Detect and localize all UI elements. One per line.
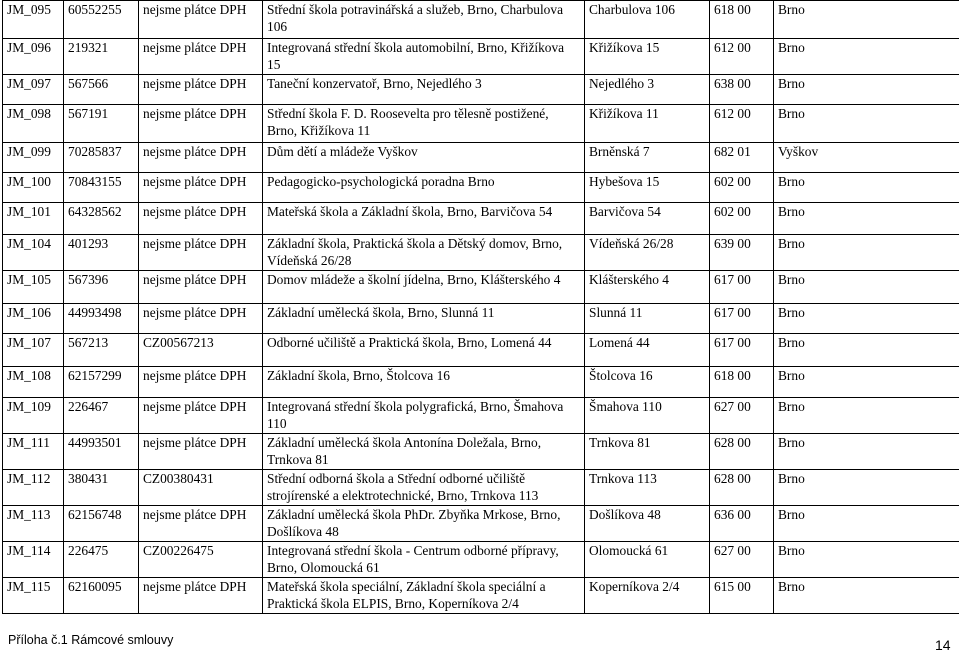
row-vat-status: nejsme plátce DPH bbox=[139, 367, 263, 398]
row-city: Vyškov bbox=[774, 143, 959, 173]
row-school-name: Základní umělecká škola Antonína Doležala, Brno, Trnkova 81 bbox=[263, 434, 585, 470]
table-row bbox=[3, 304, 959, 334]
row-school-name: Domov mládeže a školní jídelna, Brno, Klášterského 4 bbox=[263, 271, 585, 304]
row-vat-status: nejsme plátce DPH bbox=[139, 271, 263, 304]
row-street: Nejedlého 3 bbox=[585, 75, 710, 105]
row-ico: 226467 bbox=[64, 398, 139, 434]
row-city: Brno bbox=[774, 304, 959, 334]
row-school-name: Mateřská škola a Základní škola, Brno, Barvičova 54 bbox=[263, 203, 585, 235]
school-register-table bbox=[2, 0, 959, 614]
row-city: Brno bbox=[774, 398, 959, 434]
row-street: Slunná 11 bbox=[585, 304, 710, 334]
row-school-name: Střední škola potravinářská a služeb, Brno, Charbulova 106 bbox=[263, 1, 585, 39]
row-street: Šmahova 110 bbox=[585, 398, 710, 434]
table-row bbox=[3, 143, 959, 173]
row-postal-code: 615 00 bbox=[710, 578, 774, 614]
row-code: JM_099 bbox=[3, 143, 64, 173]
row-code: JM_112 bbox=[3, 470, 64, 506]
row-postal-code: 617 00 bbox=[710, 271, 774, 304]
row-postal-code: 602 00 bbox=[710, 173, 774, 203]
row-code: JM_107 bbox=[3, 334, 64, 367]
row-city: Brno bbox=[774, 39, 959, 75]
row-school-name: Základní umělecká škola, Brno, Slunná 11 bbox=[263, 304, 585, 334]
row-vat-status: CZ00226475 bbox=[139, 542, 263, 578]
row-postal-code: 638 00 bbox=[710, 75, 774, 105]
row-city: Brno bbox=[774, 334, 959, 367]
row-street: Brněnská 7 bbox=[585, 143, 710, 173]
row-street: Trnkova 81 bbox=[585, 434, 710, 470]
row-street: Olomoucká 61 bbox=[585, 542, 710, 578]
row-code: JM_100 bbox=[3, 173, 64, 203]
row-postal-code: 628 00 bbox=[710, 470, 774, 506]
table-row bbox=[3, 542, 959, 578]
row-street: Trnkova 113 bbox=[585, 470, 710, 506]
row-school-name: Základní škola, Praktická škola a Dětský domov, Brno, Vídeňská 26/28 bbox=[263, 235, 585, 271]
row-ico: 567566 bbox=[64, 75, 139, 105]
row-city: Brno bbox=[774, 173, 959, 203]
row-postal-code: 636 00 bbox=[710, 506, 774, 542]
table-row bbox=[3, 203, 959, 235]
row-ico: 567191 bbox=[64, 105, 139, 143]
row-code: JM_104 bbox=[3, 235, 64, 271]
table-row bbox=[3, 470, 959, 506]
row-school-name: Integrovaná střední škola polygrafická, Brno, Šmahova 110 bbox=[263, 398, 585, 434]
row-vat-status: nejsme plátce DPH bbox=[139, 203, 263, 235]
row-street: Křižíkova 15 bbox=[585, 39, 710, 75]
row-code: JM_114 bbox=[3, 542, 64, 578]
row-code: JM_105 bbox=[3, 271, 64, 304]
row-vat-status: CZ00380431 bbox=[139, 470, 263, 506]
row-code: JM_097 bbox=[3, 75, 64, 105]
row-postal-code: 627 00 bbox=[710, 542, 774, 578]
row-ico: 62160095 bbox=[64, 578, 139, 614]
row-code: JM_101 bbox=[3, 203, 64, 235]
row-postal-code: 618 00 bbox=[710, 367, 774, 398]
row-city: Brno bbox=[774, 1, 959, 39]
row-street: Došlíkova 48 bbox=[585, 506, 710, 542]
row-street: Křižíkova 11 bbox=[585, 105, 710, 143]
table-row bbox=[3, 506, 959, 542]
table-row bbox=[3, 398, 959, 434]
row-ico: 567396 bbox=[64, 271, 139, 304]
row-code: JM_106 bbox=[3, 304, 64, 334]
row-ico: 62156748 bbox=[64, 506, 139, 542]
row-postal-code: 602 00 bbox=[710, 203, 774, 235]
row-city: Brno bbox=[774, 203, 959, 235]
table-row bbox=[3, 1, 959, 39]
row-vat-status: nejsme plátce DPH bbox=[139, 75, 263, 105]
row-postal-code: 628 00 bbox=[710, 434, 774, 470]
row-vat-status: nejsme plátce DPH bbox=[139, 105, 263, 143]
row-city: Brno bbox=[774, 542, 959, 578]
row-school-name: Střední škola F. D. Roosevelta pro tělesně postižené, Brno, Křižíkova 11 bbox=[263, 105, 585, 143]
row-vat-status: nejsme plátce DPH bbox=[139, 578, 263, 614]
row-postal-code: 618 00 bbox=[710, 1, 774, 39]
row-postal-code: 612 00 bbox=[710, 105, 774, 143]
row-city: Brno bbox=[774, 367, 959, 398]
table-row bbox=[3, 367, 959, 398]
row-postal-code: 617 00 bbox=[710, 304, 774, 334]
row-city: Brno bbox=[774, 235, 959, 271]
row-school-name: Integrovaná střední škola automobilní, Brno, Křižíkova 15 bbox=[263, 39, 585, 75]
row-school-name: Pedagogicko-psychologická poradna Brno bbox=[263, 173, 585, 203]
row-school-name: Odborné učiliště a Praktická škola, Brno, Lomená 44 bbox=[263, 334, 585, 367]
row-city: Brno bbox=[774, 75, 959, 105]
row-postal-code: 627 00 bbox=[710, 398, 774, 434]
row-code: JM_098 bbox=[3, 105, 64, 143]
row-school-name: Mateřská škola speciální, Základní škola speciální a Praktická škola ELPIS, Brno, Koperníkova 2/4 bbox=[263, 578, 585, 614]
row-school-name: Základní umělecká škola PhDr. Zbyňka Mrkose, Brno, Došlíkova 48 bbox=[263, 506, 585, 542]
table-row bbox=[3, 39, 959, 75]
row-ico: 226475 bbox=[64, 542, 139, 578]
row-ico: 44993498 bbox=[64, 304, 139, 334]
row-vat-status: nejsme plátce DPH bbox=[139, 434, 263, 470]
row-ico: 567213 bbox=[64, 334, 139, 367]
row-code: JM_108 bbox=[3, 367, 64, 398]
row-vat-status: nejsme plátce DPH bbox=[139, 506, 263, 542]
row-vat-status: nejsme plátce DPH bbox=[139, 235, 263, 271]
row-vat-status: nejsme plátce DPH bbox=[139, 143, 263, 173]
row-code: JM_113 bbox=[3, 506, 64, 542]
row-city: Brno bbox=[774, 470, 959, 506]
row-ico: 62157299 bbox=[64, 367, 139, 398]
row-street: Klášterského 4 bbox=[585, 271, 710, 304]
row-ico: 219321 bbox=[64, 39, 139, 75]
table-row bbox=[3, 235, 959, 271]
row-street: Koperníkova 2/4 bbox=[585, 578, 710, 614]
row-vat-status: CZ00567213 bbox=[139, 334, 263, 367]
row-vat-status: nejsme plátce DPH bbox=[139, 1, 263, 39]
row-city: Brno bbox=[774, 271, 959, 304]
footer-appendix-label: Příloha č.1 Rámcové smlouvy bbox=[8, 633, 174, 647]
row-city: Brno bbox=[774, 434, 959, 470]
row-school-name: Taneční konzervatoř, Brno, Nejedlého 3 bbox=[263, 75, 585, 105]
table-row bbox=[3, 105, 959, 143]
row-code: JM_115 bbox=[3, 578, 64, 614]
row-ico: 70285837 bbox=[64, 143, 139, 173]
row-school-name: Integrovaná střední škola - Centrum odborné přípravy, Brno, Olomoucká 61 bbox=[263, 542, 585, 578]
row-ico: 70843155 bbox=[64, 173, 139, 203]
row-ico: 60552255 bbox=[64, 1, 139, 39]
table-row bbox=[3, 75, 959, 105]
row-street: Barvičova 54 bbox=[585, 203, 710, 235]
table-row bbox=[3, 173, 959, 203]
table-body bbox=[3, 1, 959, 614]
row-ico: 64328562 bbox=[64, 203, 139, 235]
row-ico: 44993501 bbox=[64, 434, 139, 470]
table-row bbox=[3, 434, 959, 470]
row-code: JM_095 bbox=[3, 1, 64, 39]
row-code: JM_111 bbox=[3, 434, 64, 470]
row-code: JM_109 bbox=[3, 398, 64, 434]
row-city: Brno bbox=[774, 105, 959, 143]
row-city: Brno bbox=[774, 578, 959, 614]
table-row bbox=[3, 578, 959, 614]
table-row bbox=[3, 334, 959, 367]
row-ico: 401293 bbox=[64, 235, 139, 271]
row-vat-status: nejsme plátce DPH bbox=[139, 304, 263, 334]
row-street: Vídeňská 26/28 bbox=[585, 235, 710, 271]
row-school-name: Dům dětí a mládeže Vyškov bbox=[263, 143, 585, 173]
row-street: Štolcova 16 bbox=[585, 367, 710, 398]
row-vat-status: nejsme plátce DPH bbox=[139, 173, 263, 203]
row-postal-code: 617 00 bbox=[710, 334, 774, 367]
row-ico: 380431 bbox=[64, 470, 139, 506]
row-code: JM_096 bbox=[3, 39, 64, 75]
row-postal-code: 612 00 bbox=[710, 39, 774, 75]
row-school-name: Střední odborná škola a Střední odborné učiliště strojírenské a elektrotechnické, Brno, Trnkova 113 bbox=[263, 470, 585, 506]
row-street: Lomená 44 bbox=[585, 334, 710, 367]
row-postal-code: 639 00 bbox=[710, 235, 774, 271]
row-vat-status: nejsme plátce DPH bbox=[139, 398, 263, 434]
row-postal-code: 682 01 bbox=[710, 143, 774, 173]
row-street: Charbulova 106 bbox=[585, 1, 710, 39]
row-city: Brno bbox=[774, 506, 959, 542]
row-school-name: Základní škola, Brno, Štolcova 16 bbox=[263, 367, 585, 398]
page-number: 14 bbox=[935, 637, 951, 653]
row-street: Hybešova 15 bbox=[585, 173, 710, 203]
row-vat-status: nejsme plátce DPH bbox=[139, 39, 263, 75]
table-row bbox=[3, 271, 959, 304]
